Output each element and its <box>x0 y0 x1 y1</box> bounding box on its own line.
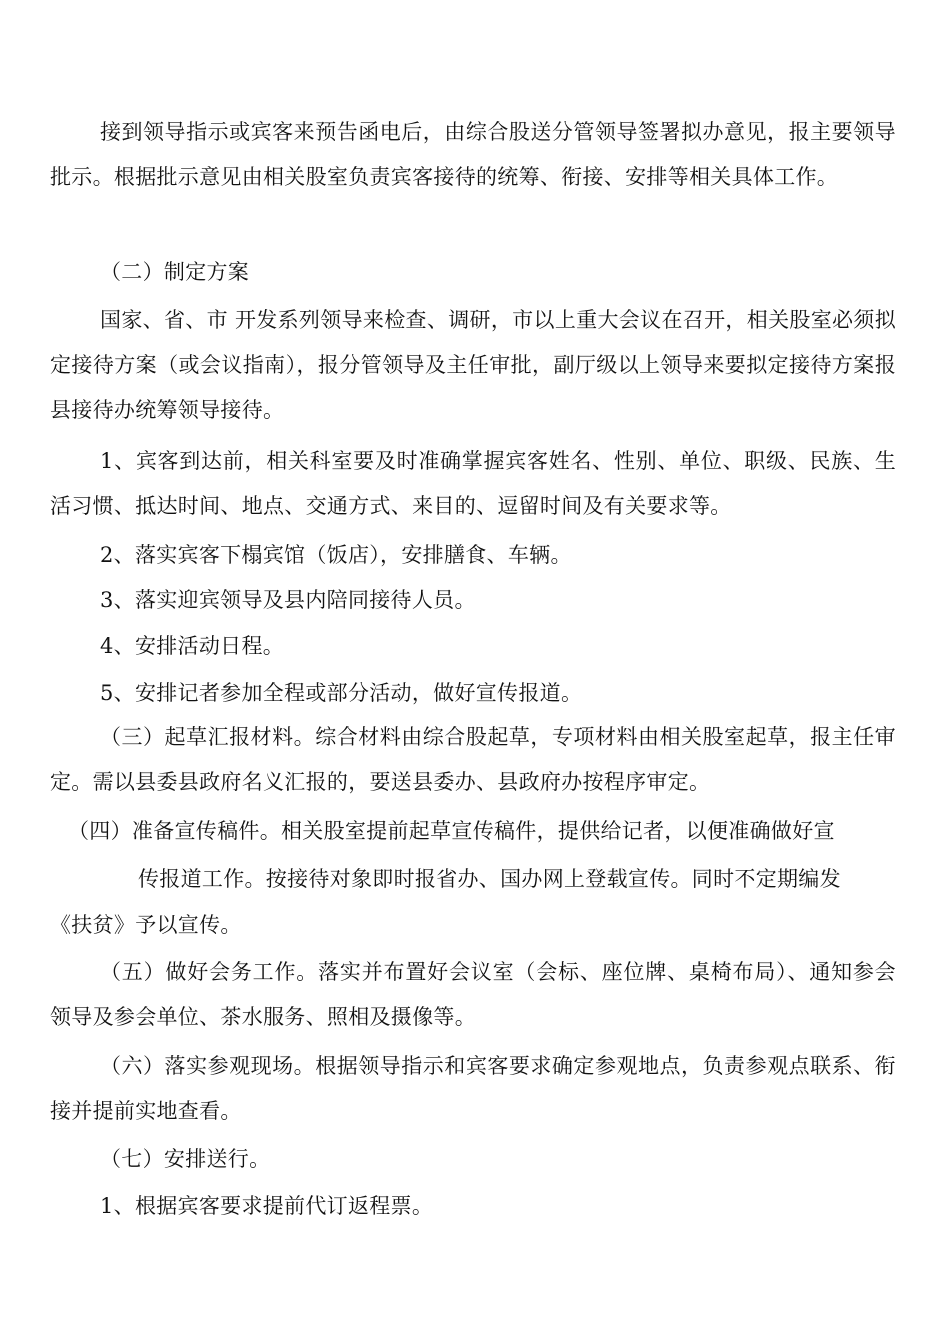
list-item-3-greeting-staff: 3、落实迎宾领导及县内陪同接待人员。 <box>100 588 476 612</box>
list-item-2-lodging: 2、落实宾客下榻宾馆（饭店），安排膳食、车辆。 <box>100 543 572 567</box>
paragraph-receive-instructions: 接到领导指示或宾客来预告函电后，由综合股送分管领导签署拟办意见，报主要领导批示。根据批示意见由相关股室负责宾客接待的统筹、衔接、安排等相关具体工作。 <box>50 120 896 189</box>
list-item-1-return-tickets: 1、根据宾客要求提前代订返程票。 <box>100 1194 434 1218</box>
list-item-5-press: 5、安排记者参加全程或部分活动，做好宣传报道。 <box>100 681 583 705</box>
paragraph-publicity-line1: （四）准备宣传稿件。相关股室提前起草宣传稿件，提供给记者，以便准确做好宣 <box>68 819 835 843</box>
heading-make-plan: （二）制定方案 <box>100 260 250 284</box>
paragraph-publicity-line2: 传报道工作。按接待对象即时报省办、国办网上登载宣传。同时不定期编发 <box>138 867 841 891</box>
paragraph-site-visit: （六）落实参观现场。根据领导指示和宾客要求确定参观地点，负责参观点联系、衔接并提前实地查看。 <box>50 1054 896 1123</box>
paragraph-publicity-line3: 《扶贫》予以宣传。 <box>50 913 242 937</box>
paragraph-plan-details: 国家、省、市 开发系列领导来检查、调研，市以上重大会议在召开，相关股室必须拟定接待方案（或会议指南），报分管领导及主任审批，副厅级以上领导来要拟定接待方案报县接待办统筹领导接待。 <box>50 308 896 422</box>
list-item-1-before-arrival: 1、宾客到达前，相关科室要及时准确掌握宾客姓名、性别、单位、职级、民族、生活习惯、抵达时间、地点、交通方式、来目的、逗留时间及有关要求等。 <box>50 449 896 518</box>
paragraph-draft-report: （三）起草汇报材料。综合材料由综合股起草，专项材料由相关股室起草，报主任审定。需以县委县政府名义汇报的，要送县委办、县政府办按程序审定。 <box>50 725 896 794</box>
list-item-4-schedule: 4、安排活动日程。 <box>100 634 285 658</box>
heading-send-off: （七）安排送行。 <box>100 1147 271 1171</box>
paragraph-meeting-affairs: （五）做好会务工作。落实并布置好会议室（会标、座位牌、桌椅布局）、通知参会领导及参会单位、茶水服务、照相及摄像等。 <box>50 960 896 1029</box>
